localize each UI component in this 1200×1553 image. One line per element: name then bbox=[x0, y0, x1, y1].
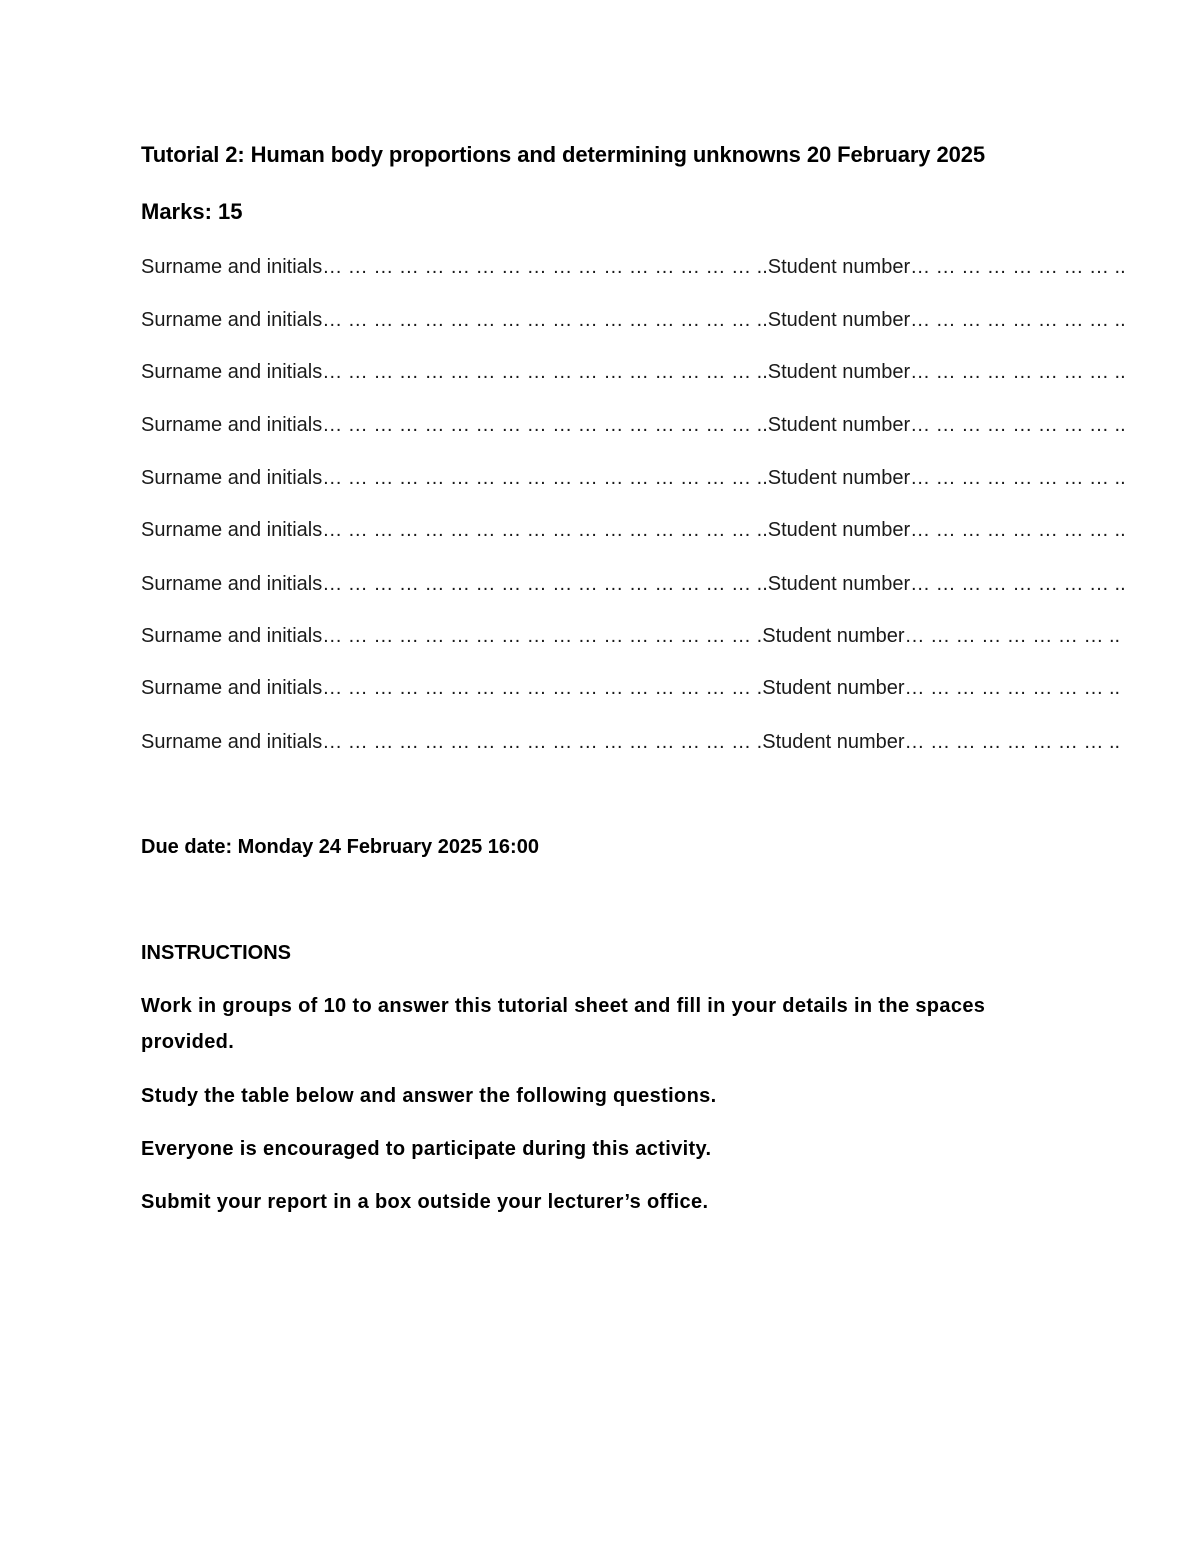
student-row: Surname and initials… … … … … … … … … … … … … … … … … ..Student number… … … … … … … … .. bbox=[141, 573, 1126, 595]
student-row: Surname and initials… … … … … … … … … … … … … … … … … ..Student number… … … … … … … … .. bbox=[141, 256, 1126, 278]
student-row: Surname and initials… … … … … … … … … … … … … … … … … .Student number… … … … … … … … .. bbox=[141, 731, 1121, 753]
due-date: Due date: Monday 24 February 2025 16:00 bbox=[141, 836, 539, 858]
instruction-item: Work in groups of 10 to answer this tutorial sheet and fill in your details in the spaces provided. bbox=[141, 995, 986, 1053]
marks-label: Marks: 15 bbox=[141, 199, 243, 224]
instruction-item: Study the table below and answer the following questions. bbox=[141, 1085, 717, 1107]
student-row: Surname and initials… … … … … … … … … … … … … … … … … ..Student number… … … … … … … … .. bbox=[141, 467, 1126, 489]
student-row: Surname and initials… … … … … … … … … … … … … … … … … .Student number… … … … … … … … .. bbox=[141, 625, 1121, 647]
student-row: Surname and initials… … … … … … … … … … … … … … … … … ..Student number… … … … … … … … .. bbox=[141, 519, 1126, 541]
student-row: Surname and initials… … … … … … … … … … … … … … … … … ..Student number… … … … … … … … .. bbox=[141, 309, 1126, 331]
page-title: Tutorial 2: Human body proportions and determining unknowns 20 February 2025 bbox=[141, 142, 985, 167]
student-row: Surname and initials… … … … … … … … … … … … … … … … … .Student number… … … … … … … … .. bbox=[141, 677, 1121, 699]
instruction-item: Everyone is encouraged to participate during this activity. bbox=[141, 1138, 712, 1160]
student-row: Surname and initials… … … … … … … … … … … … … … … … … ..Student number… … … … … … … … .. bbox=[141, 414, 1126, 436]
instructions-heading: INSTRUCTIONS bbox=[141, 942, 291, 964]
student-row: Surname and initials… … … … … … … … … … … … … … … … … ..Student number… … … … … … … … .. bbox=[141, 361, 1126, 383]
instruction-item: Submit your report in a box outside your lecturer’s office. bbox=[141, 1191, 709, 1213]
